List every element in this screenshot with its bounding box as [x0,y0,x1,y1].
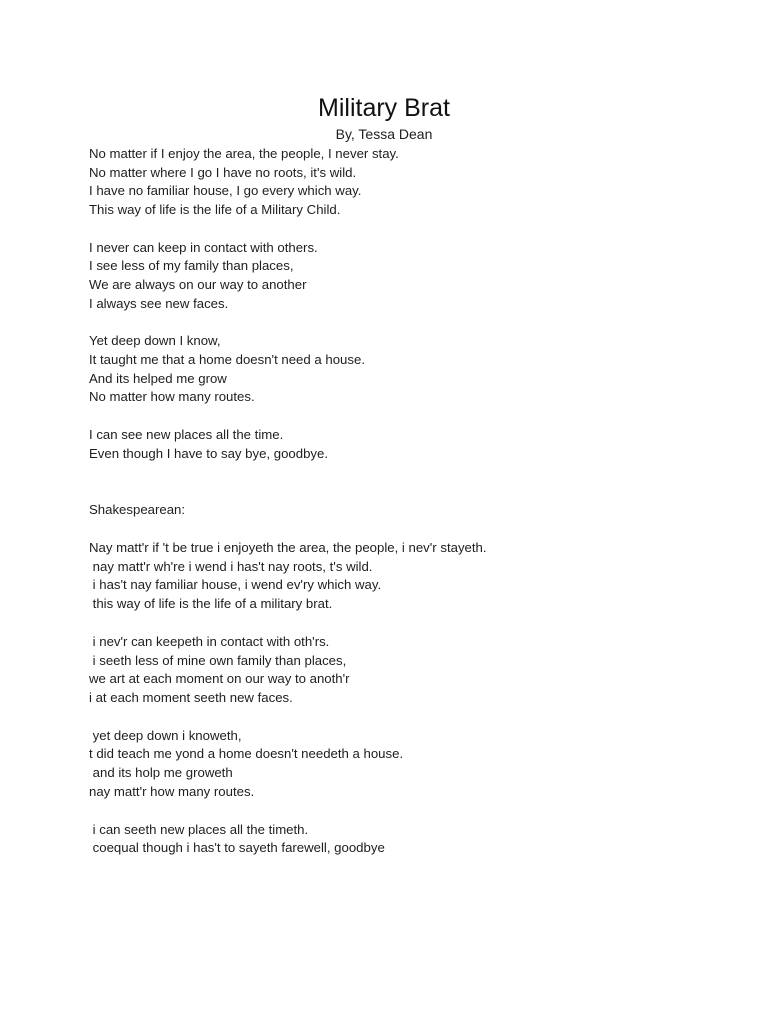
poem-line: I always see new faces. [89,296,229,311]
page-title: Military Brat [318,94,450,122]
poem-line: It taught me that a home doesn't need a house. [89,352,365,367]
poem-line: I have no familiar house, I go every which way. [89,183,362,198]
poem-line: No matter where I go I have no roots, it's wild. [89,165,357,180]
author-byline: By, Tessa Dean [335,126,433,142]
poem-line: No matter how many routes. [89,389,255,404]
shakespearean-line: coequal though i has't to sayeth farewell, goodbye [89,840,385,855]
shakespearean-heading: Shakespearean: [89,502,186,517]
shakespearean-line: nay matt'r how many routes. [89,784,255,799]
poem-line: Yet deep down I know, [89,333,221,348]
poem-line: I see less of my family than places, [89,258,294,273]
shakespearean-line: t did teach me yond a home doesn't needeth a house. [89,746,404,761]
poem-line: No matter if I enjoy the area, the people, I never stay. [89,146,399,161]
shakespearean-line: i at each moment seeth new faces. [89,690,293,705]
shakespearean-line: i nev'r can keepeth in contact with oth'rs. [89,634,330,649]
shakespearean-line: and its holp me groweth [89,765,233,780]
shakespearean-line: we art at each moment on our way to anoth'r [89,671,350,686]
shakespearean-line: yet deep down i knoweth, [89,728,242,743]
poem-line: We are always on our way to another [89,277,307,292]
shakespearean-line: Nay matt'r if 't be true i enjoyeth the area, the people, i nev'r stayeth. [89,540,487,555]
poem-line: I never can keep in contact with others. [89,240,318,255]
shakespearean-line: i seeth less of mine own family than places, [89,653,347,668]
poem-line: And its helped me grow [89,371,227,386]
shakespearean-line: i can seeth new places all the timeth. [89,822,309,837]
poem-line: Even though I have to say bye, goodbye. [89,446,329,461]
shakespearean-line: nay matt'r wh're i wend i has't nay roots, t's wild. [89,559,373,574]
poem-line: This way of life is the life of a Military Child. [89,202,341,217]
shakespearean-line: this way of life is the life of a military brat. [89,596,333,611]
poem-line: I can see new places all the time. [89,427,284,442]
shakespearean-line: i has't nay familiar house, i wend ev'ry which way. [89,577,382,592]
